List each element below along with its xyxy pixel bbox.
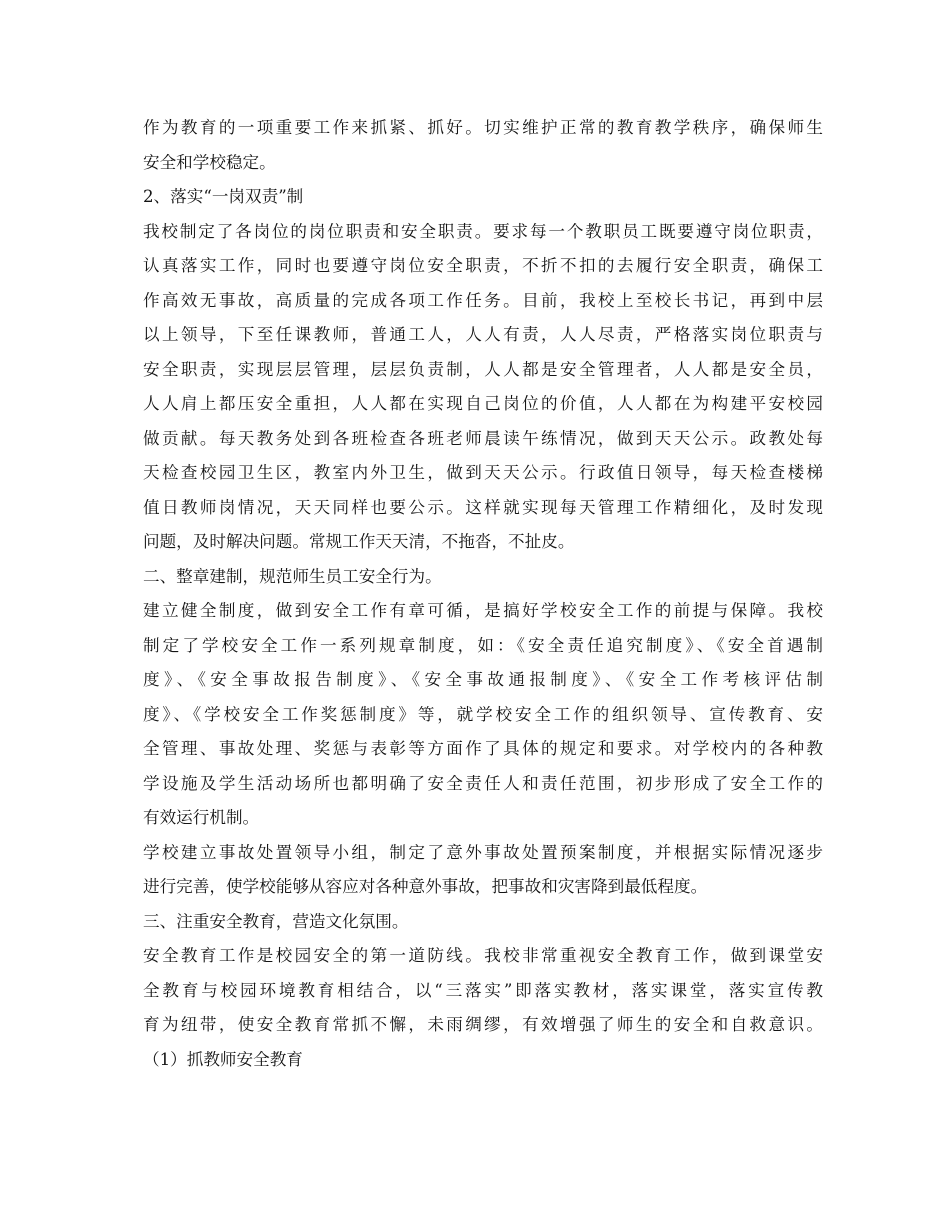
text-line: 做贡献。每天教务处到各班检查各班老师晨读午练情况，做到天天公示。政教处每 bbox=[143, 428, 823, 448]
text-line: 建立健全制度，做到安全工作有章可循，是搞好学校安全工作的前提与保障。我校 bbox=[143, 601, 823, 620]
text-line: 值日教师岗情况，天天同样也要公示。这样就实现每天管理工作精细化，及时发现 bbox=[143, 497, 823, 517]
text-line: 度》、《安全事故报告制度》、《安全事故通报制度》、《安全工作考核评估制 bbox=[143, 670, 823, 689]
text-line: 作高效无事故，高质量的完成各项工作任务。目前，我校上至校长书记，再到中层 bbox=[143, 290, 823, 310]
text-line: 学设施及学生活动场所也都明确了安全责任人和责任范围，初步形成了安全工作的 bbox=[143, 773, 823, 793]
text-line: 度》、《学校安全工作奖惩制度》等，就学校安全工作的组织领导、宣传教育、安 bbox=[143, 704, 823, 724]
text-line: 作为教育的一项重要工作来抓紧、抓好。切实维护正常的教育教学秩序，确保师生 bbox=[143, 118, 823, 137]
text-line: 以上领导，下至任课教师，普通工人，人人有责，人人尽责，严格落实岗位职责与 bbox=[143, 325, 823, 344]
text-line: 认真落实工作，同时也要遵守岗位安全职责，不折不扣的去履行安全职责，确保工 bbox=[143, 256, 823, 275]
section-heading: 2、落实“一岗双责”制 bbox=[143, 187, 304, 206]
section-heading: 二、整章建制，规范师生员工安全行为。 bbox=[143, 566, 442, 586]
text-line: 安全和学校稳定。 bbox=[143, 152, 276, 172]
text-line: 天检查校园卫生区，教室内外卫生，做到天天公示。行政值日领导，每天检查楼梯 bbox=[143, 463, 823, 482]
text-line: 进行完善，使学校能够从容应对各种意外事故，把事故和灾害降到最低程度。 bbox=[143, 877, 708, 896]
text-line: 问题，及时解决问题。常规工作天天清，不拖沓，不扯皮。 bbox=[143, 532, 575, 551]
text-line: 人人肩上都压安全重担，人人都在实现自己岗位的价值，人人都在为构建平安校园 bbox=[143, 394, 823, 413]
text-line: 有效运行机制。 bbox=[143, 808, 260, 827]
document-body bbox=[143, 111, 823, 1077]
text-line: 全管理、事故处理、奖惩与表彰等方面作了具体的规定和要求。对学校内的各种教 bbox=[143, 739, 823, 758]
subsection-heading: （1）抓教师安全教育 bbox=[143, 1049, 303, 1069]
section-heading: 三、注重安全教育，营造文化氛围。 bbox=[143, 911, 409, 931]
text-line: 安全职责，实现层层管理，层层负责制，人人都是安全管理者，人人都是安全员， bbox=[143, 359, 823, 379]
text-line: 全教育与校园环境教育相结合，以“三落实”即落实教材，落实课堂，落实宣传教 bbox=[143, 980, 823, 1000]
text-line: 我校制定了各岗位的岗位职责和安全职责。要求每一个教职员工既要遵守岗位职责， bbox=[143, 221, 823, 241]
text-line: 学校建立事故处置领导小组，制定了意外事故处置预案制度，并根据实际情况逐步 bbox=[143, 842, 823, 862]
text-line: 制定了学校安全工作一系列规章制度，如：《安全责任追究制度》、《安全首遇制 bbox=[143, 635, 823, 655]
text-line: 育为纽带，使安全教育常抓不懈，未雨绸缪，有效增强了师生的安全和自救意识。 bbox=[143, 1015, 823, 1034]
text-line: 安全教育工作是校园安全的第一道防线。我校非常重视安全教育工作，做到课堂安 bbox=[143, 946, 823, 965]
